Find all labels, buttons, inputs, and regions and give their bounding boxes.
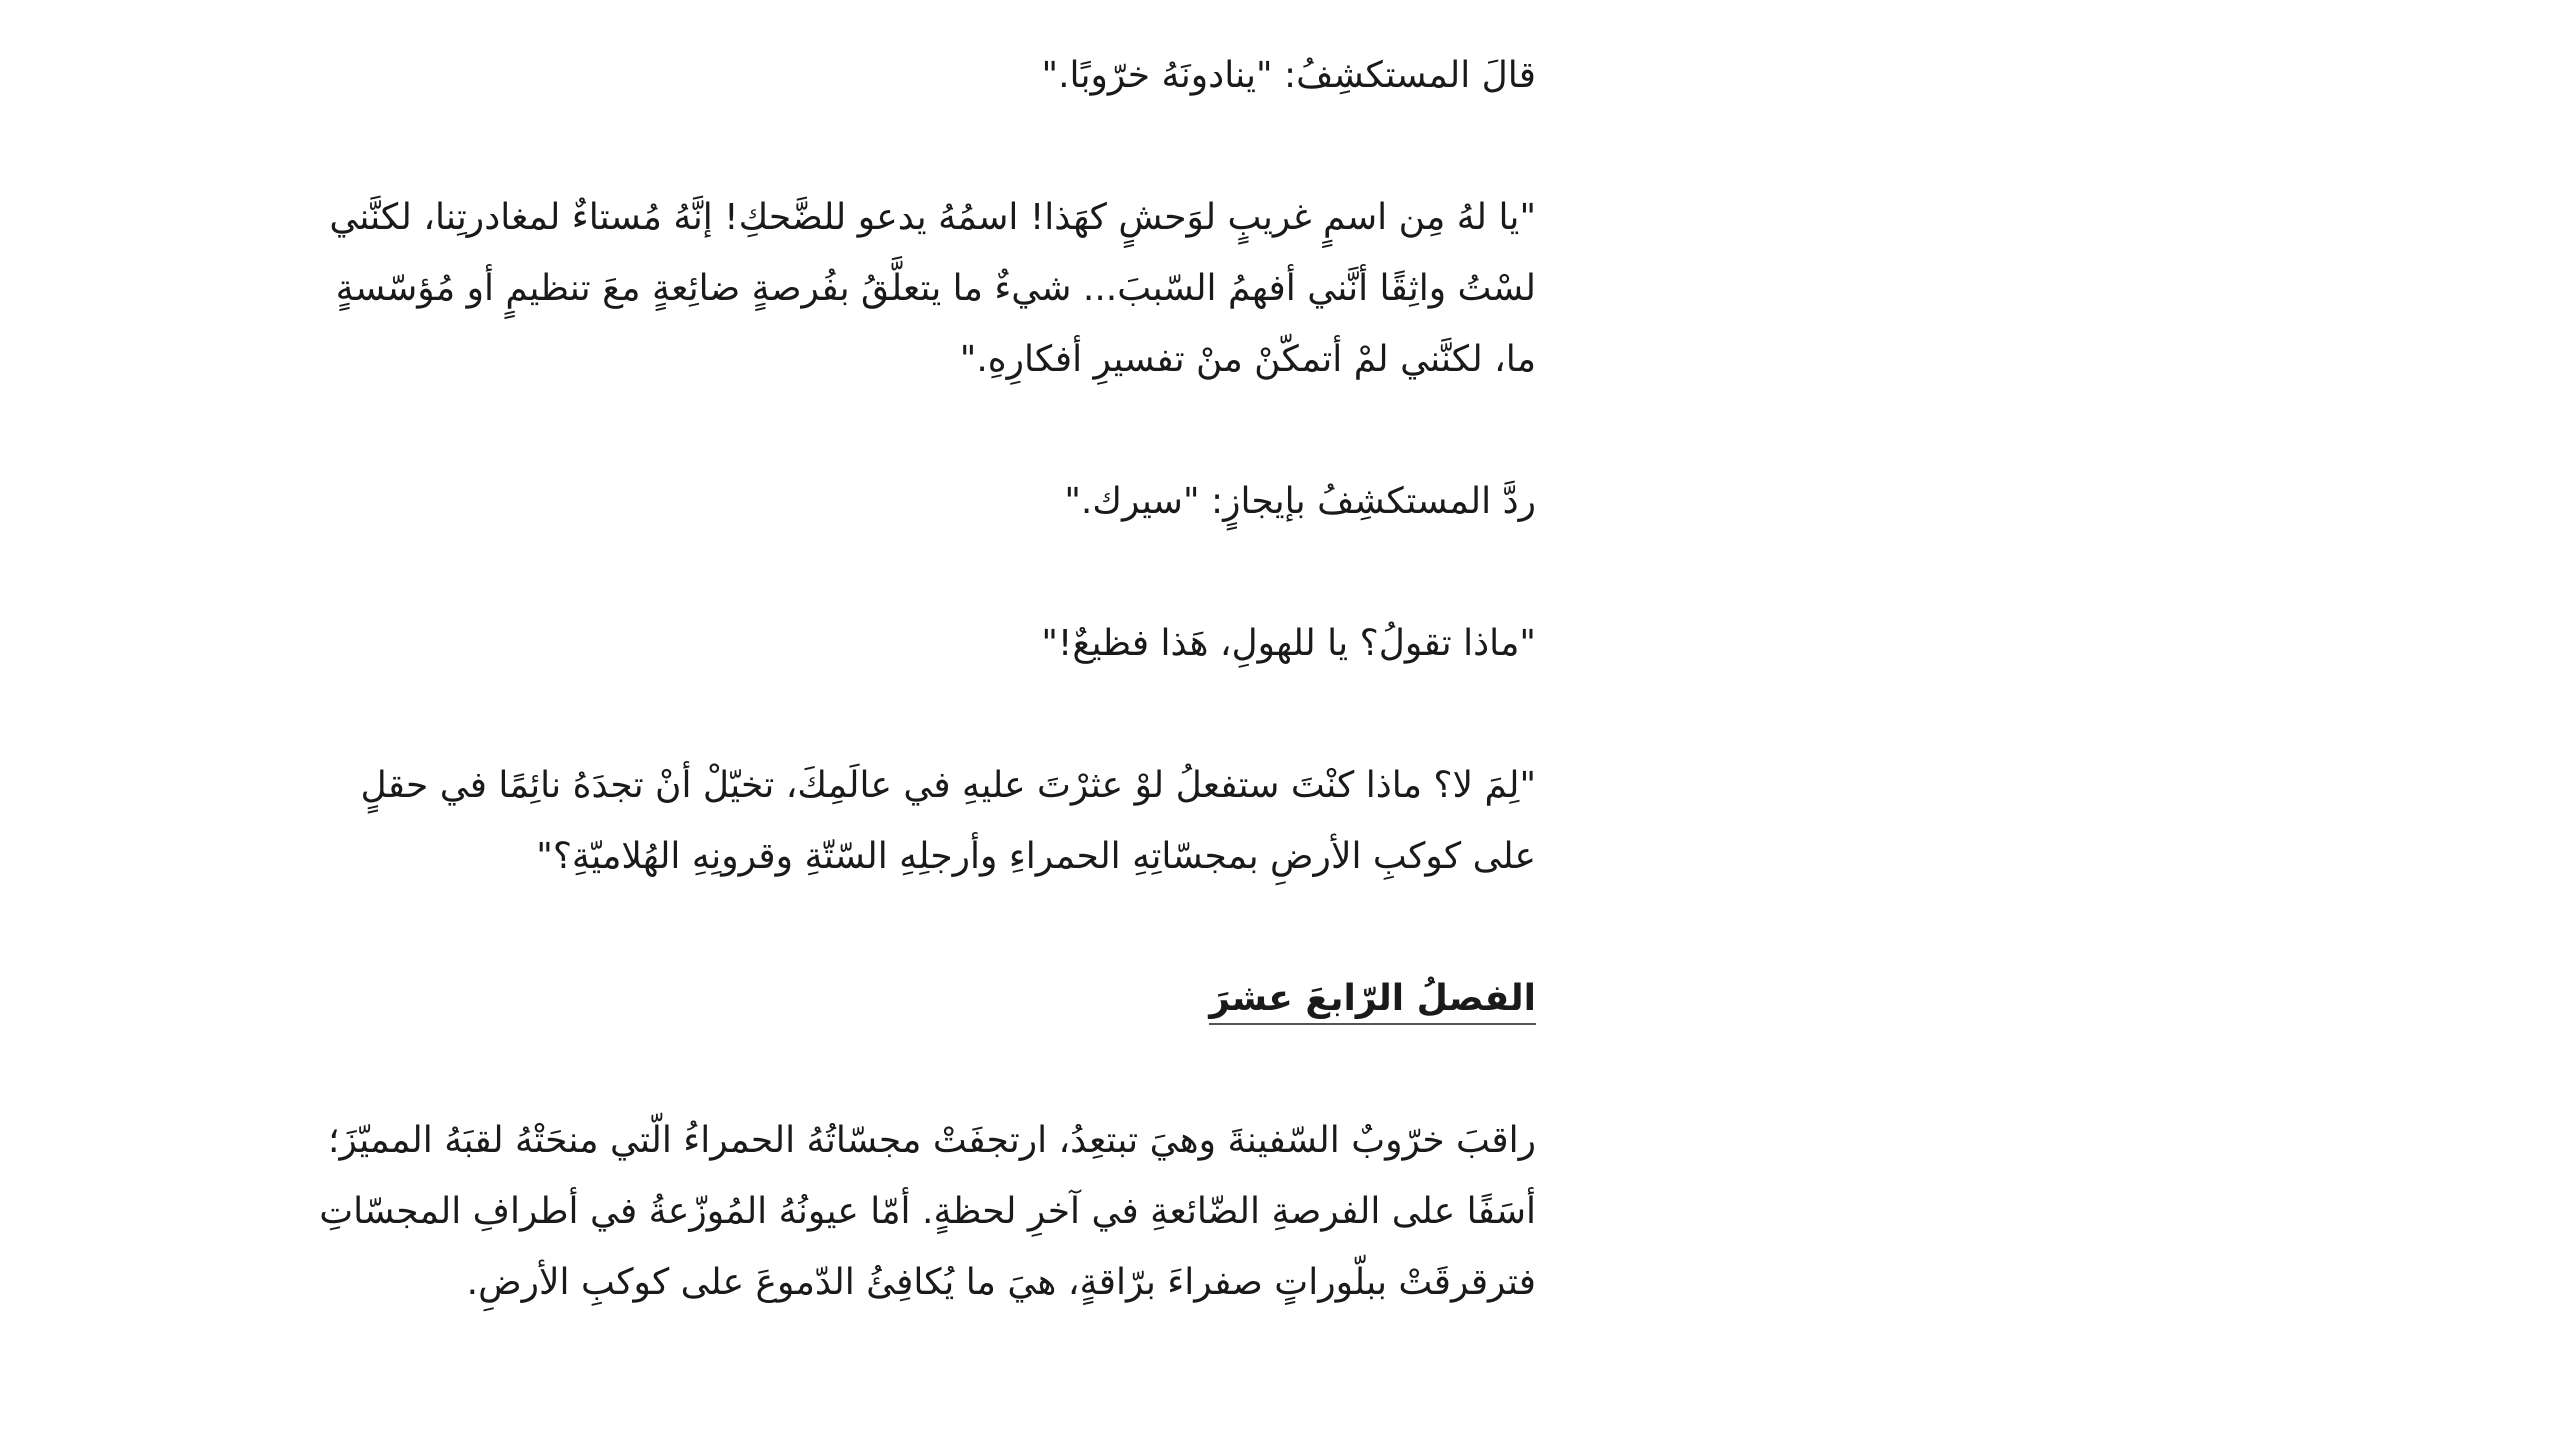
paragraph: قالَ المستكشِفُ: "ينادونَهُ خرّوبًا." [1041, 55, 1536, 96]
document-body [296, 40, 1536, 1318]
chapter-heading-text: الفصلُ الرّابعَ عشرَ [1209, 978, 1536, 1025]
paragraph: "لِمَ لا؟ ماذا كنْتَ ستفعلُ لوْ عثرْتَ عليهِ في عالَمِكَ، تخيّلْ أنْ تجدَهُ نائِمًا في حقلٍ على كوكبِ الأرضِ بمجسّاتِهِ الحمراءِ وأرجلِهِ السّتّةِ وقرونِهِ الهُلاميّةِ؟" [360, 765, 1536, 877]
paragraph: ردَّ المستكشِفُ بإيجازٍ: "سيرك." [1064, 481, 1536, 522]
paragraph: راقبَ خرّوبٌ السّفينةَ وهيَ تبتعِدُ، ارتجفَتْ مجسّاتُهُ الحمراءُ الّتي منحَتْهُ لقبَهُ المميّزَ؛ أسَفًا على الفرصةِ الضّائعةِ في آخرِ لحظةٍ. أمّا عيونُهُ المُوزّعةُ في أطرافِ المجسّاتِ فترقرقَتْ ببلّوراتٍ صفراءَ برّاقةٍ، هيَ ما يُكافِئُ الدّموعَ على كوكبِ الأرضِ. [319, 1120, 1536, 1303]
chapter-heading [296, 963, 1536, 1034]
paragraph: "يا لهُ مِن اسمٍ غريبٍ لوَحشٍ كهَذا! اسمُهُ يدعو للضَّحكِ! إنَّهُ مُستاءٌ لمغادرتِنا، لكنَّني لسْتُ واثِقًا أنَّني أفهمُ السّببَ... شيءٌ ما يتعلَّقُ بفُرصةٍ ضائِعةٍ معَ تنظيمٍ أو مُؤسّسةٍ ما، لكنَّني لمْ أتمكّنْ منْ تفسيرِ أفكارِهِ." [329, 197, 1536, 380]
paragraph: "ماذا تقولُ؟ يا للهولِ، هَذا فظيعٌ!" [1041, 623, 1536, 664]
